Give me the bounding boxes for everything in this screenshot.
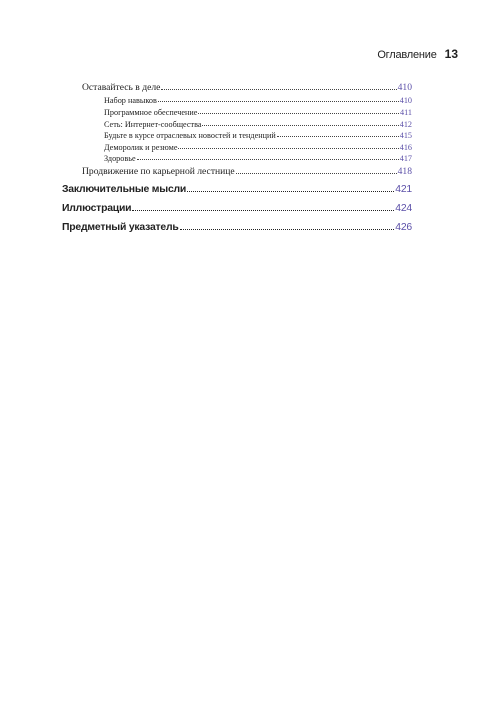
toc-leader-dots — [277, 136, 399, 137]
toc-entry-page: 412 — [399, 120, 412, 129]
toc-entry-label: Будьте в курсе отраслевых новостей и тенденций — [104, 131, 276, 140]
toc-entry-news[interactable] — [104, 131, 412, 140]
toc-leader-dots — [178, 148, 398, 149]
toc-entry-final-thoughts[interactable] — [62, 184, 412, 195]
toc-entry-page: 410 — [399, 96, 412, 105]
toc-entry-page: 417 — [399, 154, 412, 163]
toc-entry-label: Предметный указатель — [62, 222, 179, 233]
toc-entry-demo-reel[interactable] — [104, 143, 412, 152]
toc-entry-page: 411 — [400, 108, 412, 117]
toc-entry-network[interactable] — [104, 120, 412, 129]
toc-entry-label: Продвижение по карьерной лестнице — [82, 166, 235, 177]
toc-entry-software[interactable] — [104, 108, 412, 117]
toc-entry-career[interactable] — [82, 166, 412, 177]
toc-leader-dots — [180, 229, 395, 230]
toc-entry-label: Сеть: Интернет-сообщества — [104, 120, 202, 129]
toc-entry-label: Набор навыков — [104, 96, 157, 105]
toc-entry-label: Оставайтесь в деле — [82, 82, 161, 93]
toc-leader-dots — [132, 210, 394, 211]
toc-entry-health[interactable] — [104, 154, 412, 163]
toc-entry-index[interactable] — [62, 222, 412, 233]
toc-entry-label: Иллюстрации — [62, 203, 132, 214]
toc-leader-dots — [187, 191, 394, 192]
toc-entry-illustrations[interactable] — [62, 203, 412, 214]
toc-entry-page: 426 — [395, 222, 412, 233]
toc-entry-skills[interactable] — [104, 96, 412, 105]
toc-entry-label: Заключительные мысли — [62, 184, 187, 195]
running-head-page-number: 13 — [444, 47, 458, 61]
toc-entry-page: 415 — [399, 131, 412, 140]
toc-leader-dots — [137, 159, 399, 160]
toc-entry-label: Здоровье — [104, 154, 136, 163]
running-head-title: Оглавление — [377, 49, 437, 61]
toc-entry-page: 421 — [395, 184, 412, 195]
toc-entry-page: 416 — [399, 143, 412, 152]
toc-leader-dots — [198, 113, 399, 114]
toc-leader-dots — [202, 125, 398, 126]
toc-leader-dots — [236, 173, 397, 174]
toc-entry-label: Деморолик и резюме — [104, 143, 178, 152]
toc-entry-page: 418 — [397, 166, 412, 177]
toc-entry-stay-in-game[interactable] — [82, 82, 412, 93]
toc-entry-page: 424 — [395, 203, 412, 214]
toc-entry-label: Программное обеспечение — [104, 108, 198, 117]
toc-leader-dots — [161, 89, 396, 90]
toc-leader-dots — [158, 101, 399, 102]
running-head — [377, 47, 458, 61]
toc-entry-page: 410 — [397, 82, 412, 93]
